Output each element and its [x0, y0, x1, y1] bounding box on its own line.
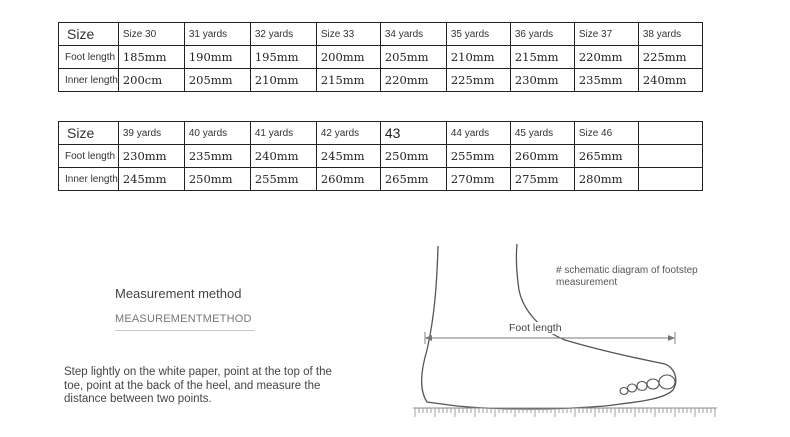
- size-cell: 41 yards: [250, 122, 316, 145]
- size-cell: 39 yards: [118, 122, 184, 145]
- foot-length-cell: 265mm: [574, 145, 638, 168]
- size-cell: 31 yards: [184, 23, 250, 46]
- measurement-method-subtitle: MEASUREMENTMETHOD: [115, 313, 252, 325]
- foot-length-cell: 200mm: [316, 46, 380, 69]
- foot-length-cell: 235mm: [184, 145, 250, 168]
- diagram-caption: # schematic diagram of footstep measurement: [556, 265, 698, 288]
- foot-length-cell: 185mm: [118, 46, 184, 69]
- size-cell: 44 yards: [446, 122, 510, 145]
- inner-length-cell: 230mm: [510, 69, 574, 92]
- inner-length-cell: 225mm: [446, 69, 510, 92]
- foot-length-cell: 255mm: [446, 145, 510, 168]
- inner-length-cell: 265mm: [380, 168, 446, 191]
- empty-cell: [638, 145, 702, 168]
- empty-cell: [638, 168, 702, 191]
- inner-length-cell: 275mm: [510, 168, 574, 191]
- inner-length-cell: 205mm: [184, 69, 250, 92]
- inner-length-cell: 280mm: [574, 168, 638, 191]
- size-cell: Size 46: [574, 122, 638, 145]
- size-cell: Size 33: [316, 23, 380, 46]
- foot-length-cell: 215mm: [510, 46, 574, 69]
- size-cell: Size 30: [118, 23, 184, 46]
- foot-length-cell: 250mm: [380, 145, 446, 168]
- inner-length-cell: 240mm: [638, 69, 702, 92]
- measurement-instructions: Step lightly on the white paper, point at the top of the toe, point at the back of the heel, and measure the distance between two points.: [64, 366, 332, 405]
- size-cell: 34 yards: [380, 23, 446, 46]
- inner-length-label-cell: Inner length: [59, 168, 119, 191]
- foot-length-measure-label: Foot length: [509, 322, 562, 334]
- size-cell: Size 37: [574, 23, 638, 46]
- inner-length-cell: 220mm: [380, 69, 446, 92]
- inner-length-cell: 200cm: [118, 69, 184, 92]
- measurement-method-title: Measurement method: [115, 286, 242, 301]
- foot-length-label-cell: Foot length: [59, 46, 119, 69]
- size-cell: 35 yards: [446, 23, 510, 46]
- foot-length-cell: 230mm: [118, 145, 184, 168]
- size-header-cell: Size: [59, 122, 119, 145]
- empty-cell: [638, 122, 702, 145]
- divider: [115, 330, 255, 331]
- inner-length-label-cell: Inner length: [59, 69, 119, 92]
- foot-length-cell: 260mm: [510, 145, 574, 168]
- size-cell: 40 yards: [184, 122, 250, 145]
- foot-length-cell: 210mm: [446, 46, 510, 69]
- inner-length-cell: 270mm: [446, 168, 510, 191]
- foot-length-cell: 245mm: [316, 145, 380, 168]
- inner-length-cell: 255mm: [250, 168, 316, 191]
- table-2-inner-length-row: [59, 168, 703, 191]
- size-cell: 32 yards: [250, 23, 316, 46]
- size-cell: 42 yards: [316, 122, 380, 145]
- table-1-foot-length-row: [59, 46, 703, 69]
- foot-length-cell: 225mm: [638, 46, 702, 69]
- size-cell: 43: [380, 122, 446, 145]
- table-2-foot-length-row: [59, 145, 703, 168]
- inner-length-cell: 215mm: [316, 69, 380, 92]
- foot-length-cell: 195mm: [250, 46, 316, 69]
- foot-length-cell: 240mm: [250, 145, 316, 168]
- foot-length-cell: 205mm: [380, 46, 446, 69]
- foot-length-cell: 190mm: [184, 46, 250, 69]
- inner-length-cell: 260mm: [316, 168, 380, 191]
- foot-length-cell: 220mm: [574, 46, 638, 69]
- inner-length-cell: 235mm: [574, 69, 638, 92]
- inner-length-cell: 210mm: [250, 69, 316, 92]
- size-table-2: [58, 121, 703, 191]
- inner-length-cell: 245mm: [118, 168, 184, 191]
- size-cell: 36 yards: [510, 23, 574, 46]
- table-1-inner-length-row: [59, 69, 703, 92]
- foot-length-label-cell: Foot length: [59, 145, 119, 168]
- table-2-size-row: [59, 122, 703, 145]
- table-1-size-row: [59, 23, 703, 46]
- size-table-1: [58, 22, 703, 92]
- size-header-cell: Size: [59, 23, 119, 46]
- size-cell: 45 yards: [510, 122, 574, 145]
- size-cell: 38 yards: [638, 23, 702, 46]
- inner-length-cell: 250mm: [184, 168, 250, 191]
